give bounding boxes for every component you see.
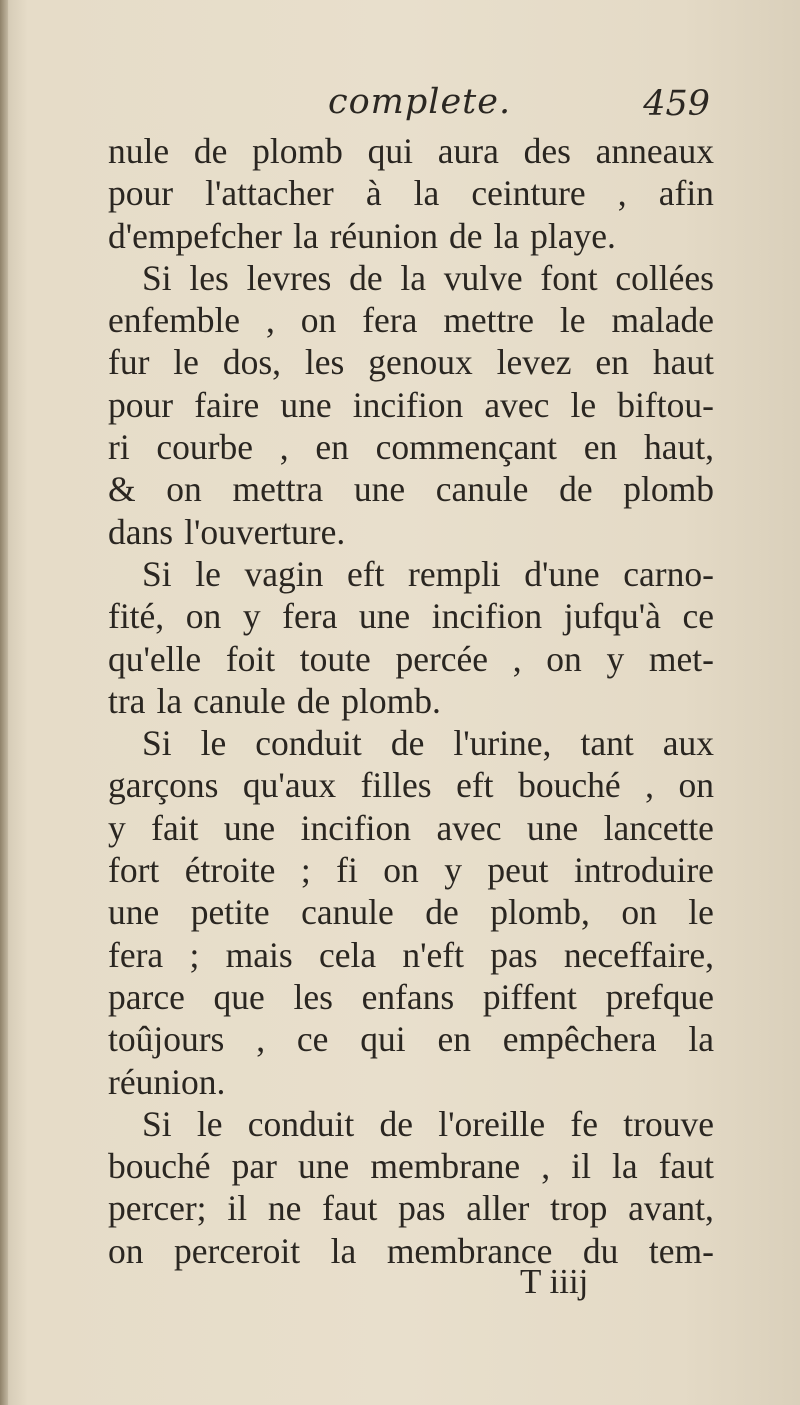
- word: on: [546, 638, 582, 679]
- word: qu'elle: [108, 638, 202, 679]
- word: la: [292, 215, 319, 256]
- text-line: [108, 299, 714, 341]
- word: la: [493, 215, 520, 256]
- word: y: [606, 638, 625, 679]
- word: une: [526, 807, 579, 848]
- word: de: [193, 131, 228, 171]
- text-line: [108, 1145, 714, 1187]
- word: vulve: [443, 257, 523, 298]
- word: on: [621, 892, 657, 933]
- text-line: [108, 384, 714, 426]
- text-line: [108, 172, 714, 214]
- word: à: [365, 173, 382, 214]
- word: de: [425, 892, 459, 933]
- word: introduire: [573, 850, 714, 891]
- word: le: [173, 342, 199, 383]
- word: incifion: [431, 596, 543, 637]
- word: cela: [318, 934, 377, 975]
- word: qui: [367, 131, 413, 171]
- word: les: [304, 342, 345, 383]
- word: une: [280, 384, 332, 425]
- word: on: [300, 300, 337, 341]
- word: mettra: [232, 469, 324, 510]
- word: malade: [611, 300, 714, 341]
- word: fera: [108, 934, 164, 975]
- word: nule: [108, 131, 170, 171]
- signature-mark: T iiij: [520, 1262, 589, 1301]
- word: ,: [256, 1019, 266, 1060]
- word: de: [379, 1103, 413, 1144]
- text-line: [108, 1103, 714, 1145]
- text-line: [108, 976, 714, 1018]
- text-line: [108, 934, 714, 976]
- word: pas: [490, 934, 538, 975]
- word: ri: [108, 427, 130, 468]
- word: de: [390, 723, 425, 764]
- word: eft: [346, 553, 385, 594]
- word: rempli: [408, 553, 501, 594]
- word: piffent: [482, 976, 577, 1017]
- word: percée: [395, 638, 489, 679]
- word: fi: [336, 850, 358, 891]
- word: l'ouverture.: [184, 511, 346, 552]
- word: Si: [142, 257, 172, 298]
- word: ,: [512, 638, 522, 679]
- word: une: [298, 1146, 350, 1187]
- word: l'oreille: [438, 1103, 546, 1144]
- word: foit: [225, 638, 276, 679]
- word: que: [213, 976, 265, 1017]
- text-line: [108, 1018, 714, 1060]
- word: on: [108, 1230, 144, 1271]
- word: eft: [456, 765, 494, 806]
- word: dos,: [222, 342, 282, 383]
- word: une: [223, 807, 276, 848]
- word: parce: [108, 976, 185, 1017]
- word: faut: [322, 1188, 378, 1229]
- text-line: [108, 595, 714, 637]
- word: aura: [437, 131, 499, 171]
- word: tant: [580, 723, 634, 764]
- word: on: [166, 469, 202, 510]
- text-line: [108, 680, 714, 722]
- word: incifion: [300, 807, 412, 848]
- word: le: [196, 1103, 223, 1144]
- word: la: [413, 173, 440, 214]
- word: fe: [570, 1103, 599, 1144]
- word: toute: [299, 638, 371, 679]
- word: ce: [296, 1019, 329, 1060]
- text-line: [108, 722, 714, 764]
- word: il: [227, 1188, 248, 1229]
- text-line: [108, 1061, 714, 1103]
- word: avec: [436, 807, 502, 848]
- word: le: [200, 723, 227, 764]
- word: fort: [108, 850, 160, 891]
- word: qui: [360, 1019, 406, 1060]
- word: le: [559, 300, 586, 341]
- word: faire: [194, 384, 260, 425]
- word: dans: [108, 511, 174, 552]
- word: pour: [108, 173, 174, 214]
- word: on: [678, 765, 714, 806]
- word: haut: [652, 342, 714, 383]
- word: en: [583, 427, 618, 468]
- word: la: [330, 1230, 357, 1271]
- word: playe.: [530, 215, 616, 256]
- word: Si: [142, 723, 172, 764]
- word: commençant: [375, 427, 557, 468]
- word: y: [242, 596, 261, 637]
- word: une: [358, 596, 411, 637]
- text-line: [108, 511, 714, 553]
- word: met-: [648, 638, 714, 679]
- word: de: [449, 215, 483, 256]
- word: étroite: [184, 850, 276, 891]
- word: filles: [360, 765, 432, 806]
- word: levez: [496, 342, 572, 383]
- word: canule: [301, 892, 394, 933]
- word: faut: [658, 1146, 714, 1187]
- word: en: [595, 342, 629, 383]
- word: le: [570, 384, 597, 425]
- word: une: [108, 892, 160, 933]
- word: le: [688, 892, 714, 933]
- text-line: [108, 215, 714, 257]
- word: on: [185, 596, 222, 637]
- text-line: [108, 849, 714, 891]
- word: garçons: [108, 765, 219, 806]
- word: réunion: [329, 215, 439, 256]
- word: conduit: [247, 1103, 355, 1144]
- word: aller: [466, 1188, 530, 1229]
- word: haut,: [643, 427, 714, 468]
- word: courbe: [156, 427, 254, 468]
- word: genoux: [368, 342, 473, 383]
- word: conduit: [255, 723, 362, 764]
- word: collées: [615, 257, 714, 298]
- running-head: complete.: [328, 82, 512, 122]
- word: trop: [550, 1188, 608, 1229]
- word: canule: [193, 680, 286, 721]
- word: avant,: [628, 1188, 714, 1229]
- word: ,: [266, 300, 275, 341]
- word: on: [383, 850, 419, 891]
- text-line: [108, 764, 714, 806]
- word: fur: [108, 342, 150, 383]
- word: prefque: [605, 976, 714, 1017]
- word: tem-: [648, 1230, 714, 1271]
- word: fait: [151, 807, 199, 848]
- word: ,: [617, 173, 627, 214]
- word: percer;: [108, 1188, 207, 1229]
- word: ceinture: [471, 173, 586, 214]
- word: de: [559, 469, 593, 510]
- word: biftou-: [617, 384, 714, 425]
- text-line: [108, 638, 714, 680]
- word: empêchera: [502, 1019, 657, 1060]
- word: des: [523, 131, 571, 171]
- word: tra: [108, 680, 146, 721]
- word: y: [108, 807, 126, 848]
- page-binding-edge: [0, 0, 8, 1405]
- word: la: [688, 1019, 714, 1060]
- body-text: [108, 130, 714, 1272]
- word: font: [540, 257, 598, 298]
- word: enfemble: [108, 300, 241, 341]
- word: membrance: [386, 1230, 553, 1271]
- text-line: [108, 1230, 714, 1272]
- word: canule: [435, 469, 529, 510]
- word: il: [571, 1146, 591, 1187]
- word: la: [612, 1146, 638, 1187]
- text-line: [108, 341, 714, 383]
- word: de: [296, 680, 331, 721]
- word: plomb: [252, 131, 343, 171]
- word: l'urine,: [453, 723, 552, 764]
- word: peut: [487, 850, 549, 891]
- word: ce: [682, 596, 714, 637]
- word: y: [444, 850, 462, 891]
- word: la: [400, 257, 427, 298]
- word: membrane: [370, 1146, 521, 1187]
- word: les: [293, 976, 333, 1017]
- word: qu'aux: [242, 765, 337, 806]
- text-line: [108, 807, 714, 849]
- word: jufqu'à: [563, 596, 661, 637]
- word: plomb,: [490, 892, 590, 933]
- word: en: [315, 427, 349, 468]
- word: bouché: [108, 1146, 211, 1187]
- text-line: [108, 257, 714, 299]
- word: en: [437, 1019, 471, 1060]
- word: le: [195, 553, 221, 594]
- word: d'une: [524, 553, 600, 594]
- word: &: [108, 469, 136, 510]
- word: perceroit: [174, 1230, 301, 1271]
- word: Si: [142, 1103, 172, 1144]
- word: du: [582, 1230, 619, 1271]
- word: ;: [189, 934, 200, 975]
- word: trouve: [623, 1103, 714, 1144]
- word: avec: [484, 384, 550, 425]
- word: mais: [225, 934, 293, 975]
- word: ,: [279, 427, 289, 468]
- text-line: [108, 553, 714, 595]
- word: vagin: [244, 553, 324, 594]
- word: ,: [645, 765, 654, 806]
- word: plomb: [623, 469, 714, 510]
- word: pour: [108, 384, 174, 425]
- word: toûjours: [108, 1019, 225, 1060]
- word: plomb.: [341, 680, 441, 721]
- word: ,: [541, 1146, 551, 1187]
- word: neceffaire,: [563, 934, 714, 975]
- text-line: [108, 891, 714, 933]
- word: enfans: [361, 976, 455, 1017]
- text-line: [108, 468, 714, 510]
- word: par: [231, 1146, 277, 1187]
- word: afin: [658, 173, 714, 214]
- word: mettre: [443, 300, 534, 341]
- word: fera: [362, 300, 418, 341]
- word: réunion.: [108, 1061, 226, 1102]
- word: une: [353, 469, 406, 510]
- word: de: [349, 257, 383, 298]
- word: Si: [142, 553, 172, 594]
- word: la: [156, 680, 183, 721]
- word: fité,: [108, 596, 165, 637]
- word: aux: [662, 723, 714, 764]
- word: ne: [267, 1188, 302, 1229]
- word: levres: [246, 257, 332, 298]
- word: lancette: [603, 807, 714, 848]
- text-line: [108, 1187, 714, 1229]
- word: d'empefcher: [108, 215, 282, 256]
- word: petite: [190, 892, 270, 933]
- word: pas: [398, 1188, 446, 1229]
- word: fera: [282, 596, 338, 637]
- word: l'attacher: [205, 173, 334, 214]
- word: bouché: [518, 765, 621, 806]
- text-line: [108, 130, 714, 172]
- word: carno-: [623, 553, 714, 594]
- word: n'eft: [402, 934, 464, 975]
- word: les: [189, 257, 229, 298]
- word: anneaux: [595, 131, 714, 171]
- text-line: [108, 426, 714, 468]
- word: incifion: [352, 384, 464, 425]
- page-number: 459: [643, 84, 710, 124]
- word: ;: [300, 850, 311, 891]
